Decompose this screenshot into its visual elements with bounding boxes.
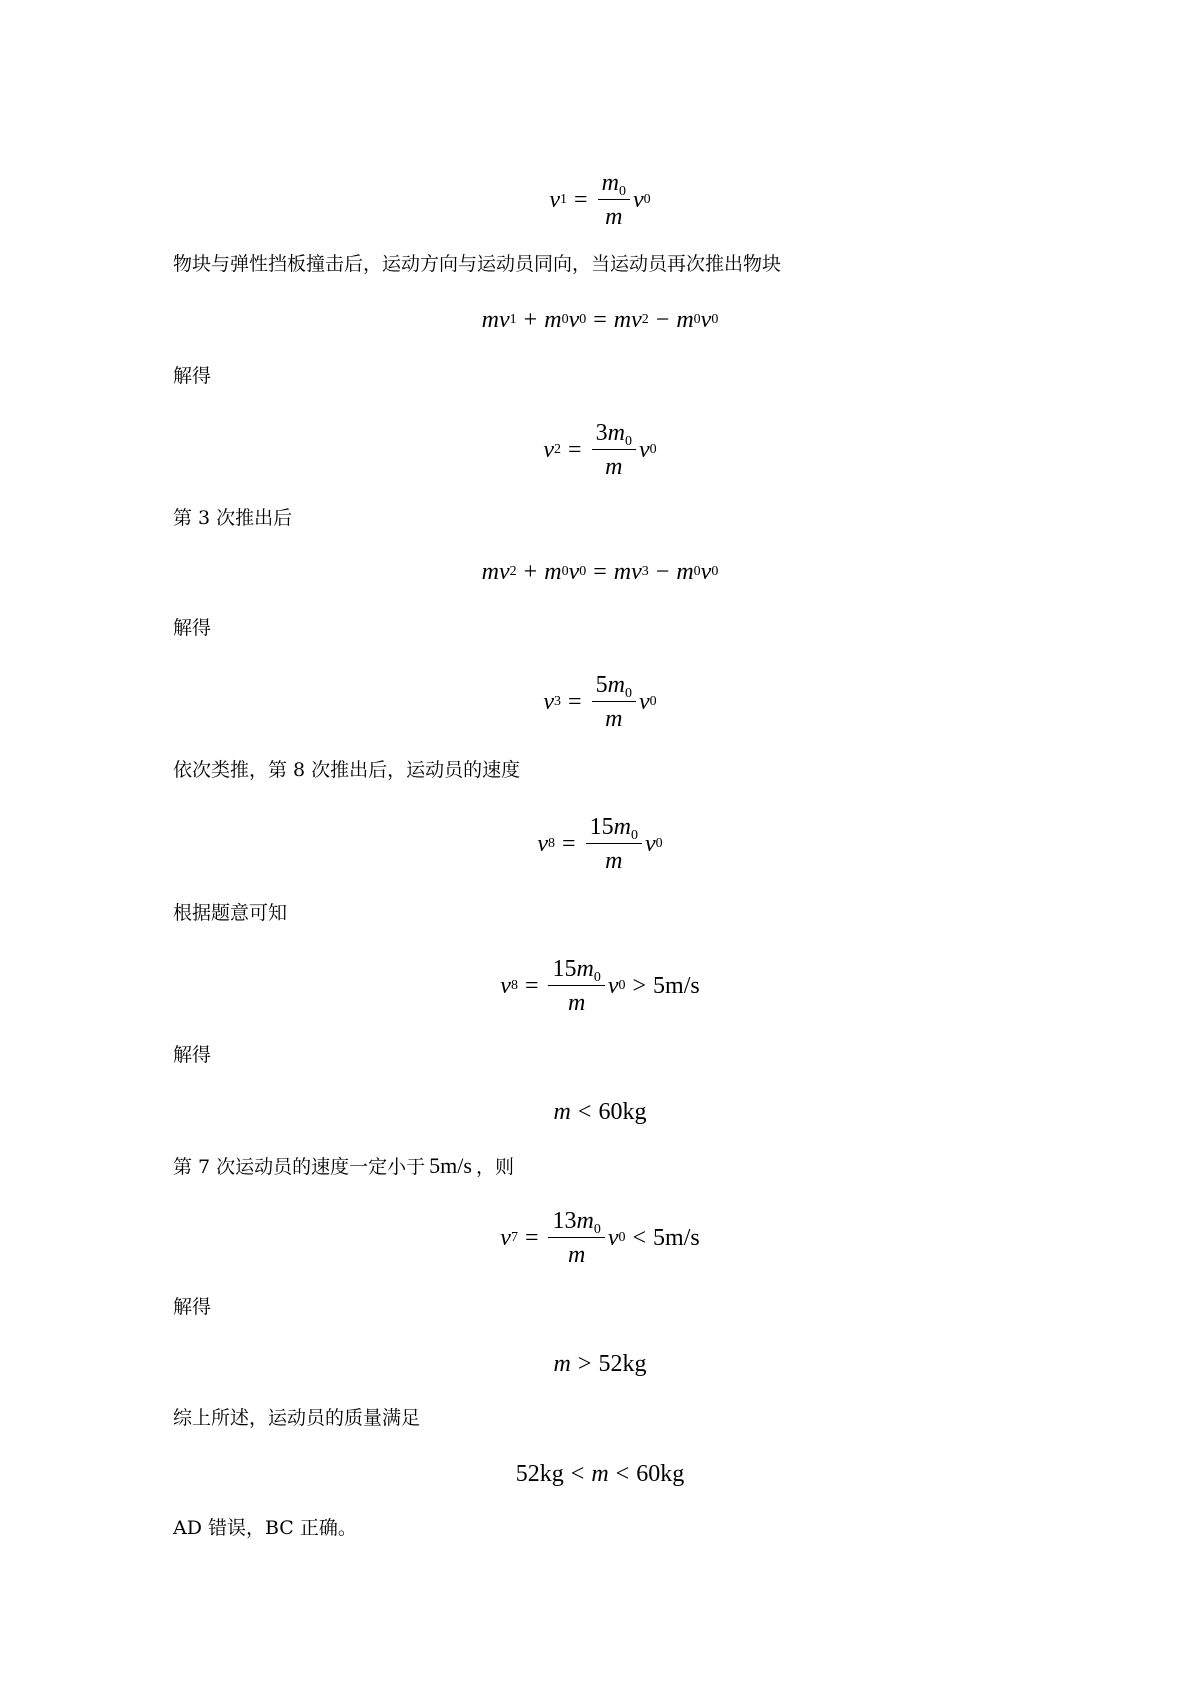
text-line-7: 解得 bbox=[173, 1044, 212, 1066]
text-line-1: 物块与弹性挡板撞击后，运动方向与运动员同向，当运动员再次推出物块 bbox=[173, 253, 782, 275]
equation-momentum-1: m v 1 + m 0 v 0 = m v 2 − m 0 v 0 bbox=[481, 307, 719, 333]
equation-v8: v 8 = $\frac{15m_0}{m}$ v 0 bbox=[537, 814, 663, 874]
equation-v8-condition: v 8 = $\frac{15m_0}{m}$ v 0 > 5m/s bbox=[500, 956, 700, 1016]
text-line-6: 根据题意可知 bbox=[173, 902, 288, 924]
text-line-4: 解得 bbox=[173, 617, 212, 639]
text-line-10: 综上所述，运动员的质量满足 bbox=[173, 1407, 421, 1429]
equation-momentum-2: m v 2 + m 0 v 0 = m v 3 − m 0 v 0 bbox=[481, 559, 719, 585]
equation-v1: v 1 = $\frac{m_0}{m}$ v 0 bbox=[549, 170, 651, 230]
text-line-8: 第 7 次运动员的速度一定小于 5m/s ，则 bbox=[173, 1153, 514, 1178]
text-line-11: AD 错误，BC 正确。 bbox=[173, 1517, 357, 1539]
text-line-9: 解得 bbox=[173, 1296, 212, 1318]
fraction: $\frac{3m_0}{m}$ bbox=[592, 420, 636, 480]
fraction: $\frac{13m_0}{m}$ bbox=[548, 1208, 604, 1268]
text-line-3: 第 3 次推出后 bbox=[173, 507, 293, 529]
equation-v2: v 2 = $\frac{3m_0}{m}$ v 0 bbox=[543, 420, 657, 480]
equation-m-lower: m > 52kg bbox=[553, 1351, 647, 1377]
fraction: $\frac{15m_0}{m}$ bbox=[548, 956, 604, 1016]
equation-v7-condition: v 7 = $\frac{13m_0}{m}$ v 0 < 5m/s bbox=[500, 1208, 700, 1268]
equation-m-upper: m < 60kg bbox=[553, 1099, 647, 1125]
fraction: $\frac{m_0}{m}$ bbox=[598, 170, 630, 230]
text-line-5: 依次类推，第 8 次推出后，运动员的速度 bbox=[173, 759, 521, 781]
fraction: $\frac{5m_0}{m}$ bbox=[592, 672, 636, 732]
equation-m-range: 52kg < m < 60kg bbox=[515, 1461, 685, 1487]
fraction: $\frac{15m_0}{m}$ bbox=[586, 814, 642, 874]
text-line-2: 解得 bbox=[173, 365, 212, 387]
equation-v3: v 3 = $\frac{5m_0}{m}$ v 0 bbox=[543, 672, 657, 732]
